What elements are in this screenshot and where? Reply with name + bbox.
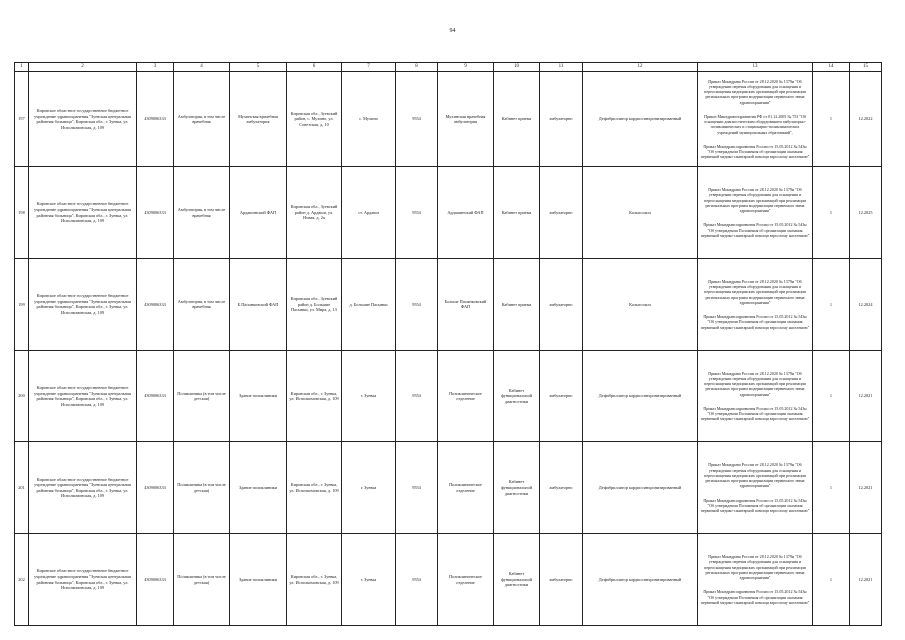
column-number: 7: [342, 63, 396, 72]
room-cell: Кабинет функциональной диагностики: [494, 534, 540, 626]
department-cell: Поликлиническое отделение: [438, 442, 494, 534]
locality-cell: г. Зуевка: [342, 442, 396, 534]
quantity-cell: 1: [813, 534, 850, 626]
building-name-cell: Мухинская врачебная амбулатория: [230, 72, 287, 167]
column-number: 13: [698, 63, 813, 72]
regulation-text: Приказ Минздравсоцразвития России от 15.05.2012 № 543н "Об утверждении Положения об организации оказания первичной медико-санитарной помощи взрослому населению": [700, 497, 810, 514]
organization-cell: Кировское областное государственное бюджетное учреждение здравоохранения "Зуевская центральная районная больница", Кировская обл., г. Зуевка, ул. Исполкомовская, д. 109: [29, 258, 137, 350]
deadline-cell: 12.2021: [850, 534, 882, 626]
column-number-row: [15, 63, 882, 72]
address-cell: Кировская обл., Зуевский район д. Ардаши, ул. Новая, д. 2а: [287, 167, 342, 259]
equipment-table: [14, 62, 882, 626]
care-form-cell: амбулаторно: [540, 350, 583, 442]
table-row: [15, 534, 882, 626]
organization-cell: Кировское областное государственное бюджетное учреждение здравоохранения "Зуевская центральная районная больница", Кировская обл., г. Зуевка, ул. Исполкомовская, д. 109: [29, 442, 137, 534]
table-row: [15, 167, 882, 259]
locality-cell: с. Мухино: [342, 72, 396, 167]
quantity-cell: 1: [813, 442, 850, 534]
care-form-cell: амбулаторно: [540, 534, 583, 626]
address-cell: Кировская обл., г. Зуевка, ул. Исполкомовская, д. 109: [287, 350, 342, 442]
facility-type-cell: Поликлиника (в том числе детская): [174, 442, 230, 534]
locality-cell: г. Зуевка: [342, 534, 396, 626]
regulation-cell: [698, 534, 813, 626]
facility-type-cell: Поликлиника (в том числе детская): [174, 534, 230, 626]
quantity-cell: 1: [813, 72, 850, 167]
row-number: 202: [15, 534, 29, 626]
regulation-cell: [698, 258, 813, 350]
equipment-cell: Кольпоскоп: [583, 258, 698, 350]
regulation-cell: [698, 442, 813, 534]
inn-cell: 4309006333: [137, 442, 174, 534]
column-number: 12: [583, 63, 698, 72]
regulation-text: Приказ Минздрава России от 28.12.2020 № 1379н "Об утверждении перечня оборудования для оснащения и переоснащения медицинских организаций при реализации региональных программ модернизации первичного звена здравоохранения": [704, 278, 806, 305]
regulation-text: Приказ Минздрава России от 28.12.2020 № 1379н "Об утверждении перечня оборудования для оснащения и переоснащения медицинских организаций при реализации региональных программ модернизации первичного звена здравоохранения": [704, 187, 806, 214]
deadline-cell: 12.2024: [850, 258, 882, 350]
deadline-cell: 12.2025: [850, 167, 882, 259]
row-number: 197: [15, 72, 29, 167]
facility-type-cell: Амбулатория, в том числе врачебная: [174, 258, 230, 350]
regulation-text: Приказ Минздрава России от 28.12.2020 № 1379н "Об утверждении перечня оборудования для оснащения и переоснащения медицинских организаций при реализации региональных программ модернизации первичного звена здравоохранения": [704, 370, 806, 397]
address-cell: Кировская обл., Зуевский район, с. Мухино, ул. Советская, д. 10: [287, 72, 342, 167]
table-row: [15, 442, 882, 534]
regulation-text: Приказ Минздравсоцразвития России от 15.05.2012 № 543н "Об утверждении Положения об организации оказания первичной медико-санитарной помощи взрослому населению": [700, 222, 810, 238]
regulation-text: Приказ Минздравсоцразвития России от 15.05.2012 № 543н "Об утверждении Положения об организации оказания первичной медико-санитарной помощи взрослому населению": [700, 405, 810, 422]
population-cell: 9554: [396, 442, 438, 534]
regulation-text: Приказ Минздравсоцразвития РФ от 01.12.2005 № 753 "Об оснащении диагностическим оборудованием амбулаторно-поликлинических и стационарно-поликлинических учреждений муниципальных образований",: [704, 113, 806, 135]
care-form-cell: амбулаторно: [540, 167, 583, 259]
column-number: 6: [287, 63, 342, 72]
facility-type-cell: Амбулатория, в том числе врачебная: [174, 167, 230, 259]
facility-type-cell: Амбулатория, в том числе врачебная: [174, 72, 230, 167]
row-number: 201: [15, 442, 29, 534]
inn-cell: 4309006333: [137, 534, 174, 626]
population-cell: 9554: [396, 534, 438, 626]
population-cell: 9554: [396, 258, 438, 350]
column-number: 15: [850, 63, 882, 72]
population-cell: 9554: [396, 350, 438, 442]
building-name-cell: Здание поликлиники: [230, 350, 287, 442]
equipment-cell: Дефибриллятор кардиосинхронизированный: [583, 442, 698, 534]
quantity-cell: 1: [813, 167, 850, 259]
regulation-text: Приказ Минздрава России от 28.12.2020 № 1379н "Об утверждении перечня оборудования для оснащения и переоснащения медицинских организаций при реализации региональных программ модернизации первичного звена здравоохранения": [704, 554, 806, 581]
room-cell: Кабинет функциональной диагностики: [494, 350, 540, 442]
inn-cell: 4309006333: [137, 167, 174, 259]
organization-cell: Кировское областное государственное бюджетное учреждение здравоохранения "Зуевская центральная районная больница", Кировская обл., г. Зуевка, ул. Исполкомовская, д. 109: [29, 72, 137, 167]
regulation-text: Приказ Минздрава России от 28.12.2020 № 1379н "Об утверждении перечня оборудования для оснащения и переоснащения медицинских организаций при реализации региональных программ модернизации первичного звена здравоохранения": [704, 78, 806, 105]
locality-cell: г. Зуевка: [342, 350, 396, 442]
regulation-text: Приказ Минздравсоцразвития России от 15.05.2012 № 543н "Об утверждении Положения об организации оказания первичной медико-санитарной помощи взрослому населению": [700, 589, 810, 605]
regulation-text: Приказ Минздравсоцразвития России от 15.05.2012 № 543н "Об утверждении Положения об организации оказания первичной медико-санитарной помощи взрослому населению": [700, 143, 810, 160]
organization-cell: Кировское областное государственное бюджетное учреждение здравоохранения "Зуевская центральная районная больница", Кировская обл., г. Зуевка, ул. Исполкомовская, д. 109: [29, 350, 137, 442]
department-cell: Поликлиническое отделение: [438, 534, 494, 626]
equipment-cell: Кольпоскоп: [583, 167, 698, 259]
regulation-cell: [698, 350, 813, 442]
room-cell: Кабинет приема: [494, 258, 540, 350]
population-cell: 9554: [396, 167, 438, 259]
inn-cell: 4309006333: [137, 350, 174, 442]
column-number: 4: [174, 63, 230, 72]
table-row: [15, 350, 882, 442]
quantity-cell: 1: [813, 350, 850, 442]
building-name-cell: Здание поликлиники: [230, 534, 287, 626]
column-number: 14: [813, 63, 850, 72]
regulation-cell: [698, 72, 813, 167]
equipment-cell: Дефибриллятор кардиосинхронизированный: [583, 72, 698, 167]
column-number: 8: [396, 63, 438, 72]
population-cell: 9554: [396, 72, 438, 167]
address-cell: Кировская обл., г. Зуевка, ул. Исполкомовская, д. 109: [287, 534, 342, 626]
building-name-cell: Здание поликлиники: [230, 442, 287, 534]
organization-cell: Кировское областное государственное бюджетное учреждение здравоохранения "Зуевская центральная районная больница", Кировская обл., г. Зуевка, ул. Исполкомовская, д. 109: [29, 167, 137, 259]
department-cell: Ардашинский ФАП: [438, 167, 494, 259]
organization-cell: Кировское областное государственное бюджетное учреждение здравоохранения "Зуевская центральная районная больница", Кировская обл., г. Зуевка, ул. Исполкомовская, д. 109: [29, 534, 137, 626]
facility-type-cell: Поликлиника (в том числе детская): [174, 350, 230, 442]
room-cell: Кабинет функциональной диагностики: [494, 442, 540, 534]
equipment-cell: Дефибриллятор кардиосинхронизированный: [583, 350, 698, 442]
inn-cell: 4309006333: [137, 72, 174, 167]
quantity-cell: 1: [813, 258, 850, 350]
department-cell: Поликлиническое отделение: [438, 350, 494, 442]
room-cell: Кабинет приема: [494, 167, 540, 259]
column-number: 2: [29, 63, 137, 72]
department-cell: Больше Пасынковский ФАП: [438, 258, 494, 350]
address-cell: Кировская обл., г. Зуевка, ул. Исполкомовская, д. 109: [287, 442, 342, 534]
inn-cell: 4309006333: [137, 258, 174, 350]
room-cell: Кабинет приема: [494, 72, 540, 167]
row-number: 200: [15, 350, 29, 442]
locality-cell: д. Большие Пасынки: [342, 258, 396, 350]
regulation-text: Приказ Минздрава России от 28.12.2020 № 1379н "Об утверждении перечня оборудования для оснащения и переоснащения медицинских организаций при реализации региональных программ модернизации первичного звена здравоохранения": [704, 462, 806, 489]
regulation-text: Приказ Минздравсоцразвития России от 15.05.2012 № 543н "Об утверждении Положения об организации оказания первичной медико-санитарной помощи взрослому населению": [700, 314, 810, 330]
table-row: [15, 258, 882, 350]
deadline-cell: 12.2021: [850, 442, 882, 534]
building-name-cell: Б.Пасынковский ФАП: [230, 258, 287, 350]
equipment-cell: Дефибриллятор кардиосинхронизированный: [583, 534, 698, 626]
regulation-cell: [698, 167, 813, 259]
column-number: 3: [137, 63, 174, 72]
page-number: 94: [449, 28, 456, 34]
table-row: [15, 72, 882, 167]
department-cell: Мухинская врачебная амбулатория: [438, 72, 494, 167]
column-number: 11: [540, 63, 583, 72]
care-form-cell: амбулаторно: [540, 72, 583, 167]
care-form-cell: амбулаторно: [540, 442, 583, 534]
row-number: 199: [15, 258, 29, 350]
address-cell: Кировская обл., Зуевский район д. Большие Пасынки, ул. Мира, д. 13: [287, 258, 342, 350]
column-number: 9: [438, 63, 494, 72]
column-number: 1: [15, 63, 29, 72]
deadline-cell: 12.2021: [850, 350, 882, 442]
building-name-cell: Ардашинский ФАП: [230, 167, 287, 259]
deadline-cell: 12.2022: [850, 72, 882, 167]
locality-cell: ст. Ардаши: [342, 167, 396, 259]
column-number: 10: [494, 63, 540, 72]
care-form-cell: амбулаторно: [540, 258, 583, 350]
row-number: 198: [15, 167, 29, 259]
column-number: 5: [230, 63, 287, 72]
